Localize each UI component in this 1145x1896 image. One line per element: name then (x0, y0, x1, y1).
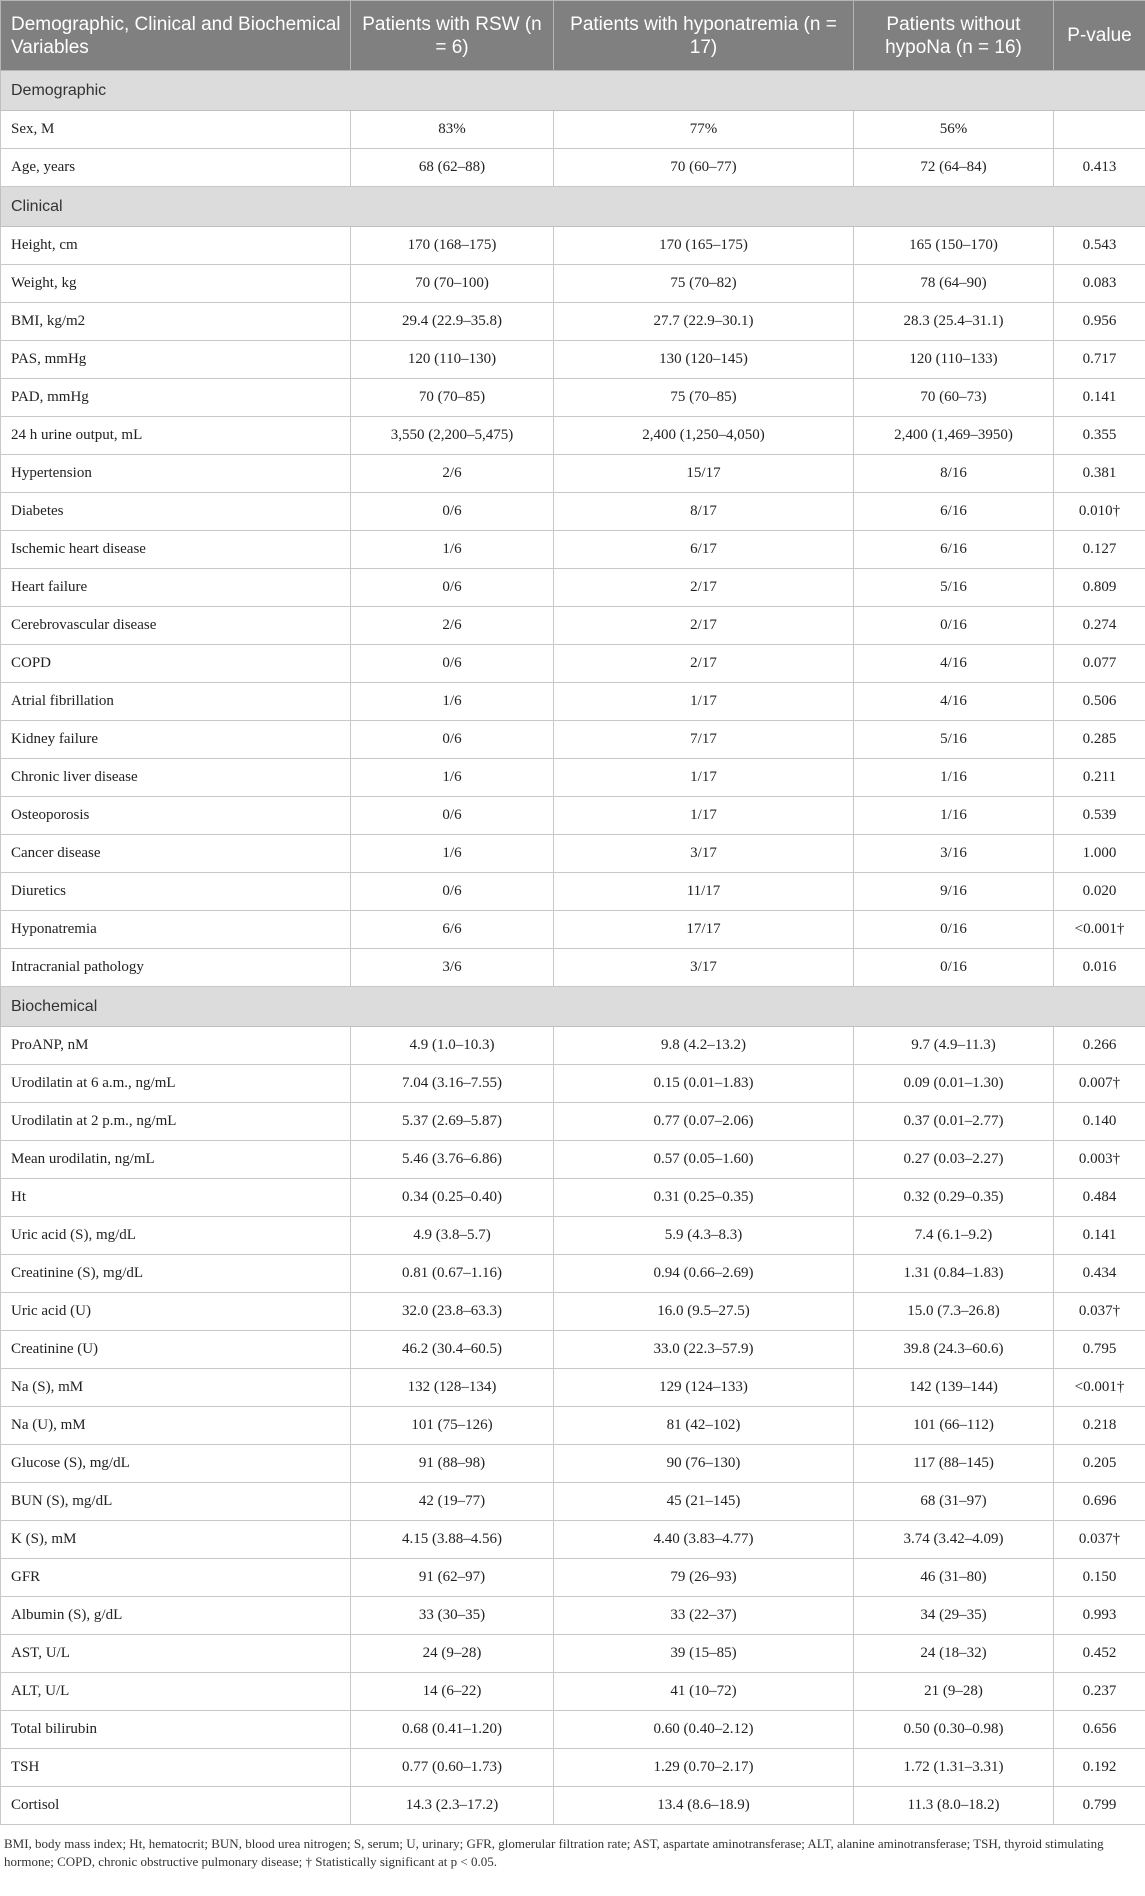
rsw-cell: 7.04 (3.16–7.55) (351, 1065, 554, 1103)
table-row (1, 1445, 1145, 1483)
rsw-cell: 4.15 (3.88–4.56) (351, 1521, 554, 1559)
table-row (1, 1635, 1145, 1673)
without-hypona-cell: 0/16 (854, 911, 1054, 949)
hyponatremia-cell: 39 (15–85) (554, 1635, 854, 1673)
without-hypona-cell: 24 (18–32) (854, 1635, 1054, 1673)
without-hypona-cell: 0/16 (854, 949, 1054, 987)
variable-cell: K (S), mM (1, 1521, 351, 1559)
without-hypona-cell: 56% (854, 111, 1054, 149)
rsw-cell: 0/6 (351, 493, 554, 531)
without-hypona-cell: 11.3 (8.0–18.2) (854, 1787, 1054, 1825)
rsw-cell: 1/6 (351, 683, 554, 721)
variable-cell: Cancer disease (1, 835, 351, 873)
table-row (1, 569, 1145, 607)
hyponatremia-cell: 0.31 (0.25–0.35) (554, 1179, 854, 1217)
p-value-cell: 0.141 (1054, 1217, 1145, 1255)
table-row (1, 683, 1145, 721)
variable-cell: Creatinine (U) (1, 1331, 351, 1369)
table-row (1, 797, 1145, 835)
table-row (1, 1483, 1145, 1521)
table-row (1, 721, 1145, 759)
rsw-cell: 46.2 (30.4–60.5) (351, 1331, 554, 1369)
without-hypona-cell: 8/16 (854, 455, 1054, 493)
table-row (1, 1711, 1145, 1749)
p-value-cell: 0.434 (1054, 1255, 1145, 1293)
variable-cell: Atrial fibrillation (1, 683, 351, 721)
variable-cell: Weight, kg (1, 265, 351, 303)
header-rsw: Patients with RSW (n = 6) (351, 1, 554, 71)
hyponatremia-cell: 1/17 (554, 759, 854, 797)
hyponatremia-cell: 70 (60–77) (554, 149, 854, 187)
variable-cell: Urodilatin at 6 a.m., ng/mL (1, 1065, 351, 1103)
rsw-cell: 0.77 (0.60–1.73) (351, 1749, 554, 1787)
p-value-cell: 0.211 (1054, 759, 1145, 797)
rsw-cell: 0/6 (351, 873, 554, 911)
variable-cell: ALT, U/L (1, 1673, 351, 1711)
table-row (1, 645, 1145, 683)
variable-cell: Diuretics (1, 873, 351, 911)
rsw-cell: 2/6 (351, 455, 554, 493)
rsw-cell: 3,550 (2,200–5,475) (351, 417, 554, 455)
variable-cell: Urodilatin at 2 p.m., ng/mL (1, 1103, 351, 1141)
p-value-cell: <0.001† (1054, 1369, 1145, 1407)
section-title: Clinical (1, 187, 1145, 227)
hyponatremia-cell: 129 (124–133) (554, 1369, 854, 1407)
variable-cell: Chronic liver disease (1, 759, 351, 797)
variable-cell: Kidney failure (1, 721, 351, 759)
p-value-cell: 0.007† (1054, 1065, 1145, 1103)
p-value-cell: 0.150 (1054, 1559, 1145, 1597)
p-value-cell: 0.381 (1054, 455, 1145, 493)
hyponatremia-cell: 27.7 (22.9–30.1) (554, 303, 854, 341)
variable-cell: Creatinine (S), mg/dL (1, 1255, 351, 1293)
variable-cell: Na (U), mM (1, 1407, 351, 1445)
hyponatremia-cell: 2,400 (1,250–4,050) (554, 417, 854, 455)
p-value-cell: 0.077 (1054, 645, 1145, 683)
variable-cell: PAD, mmHg (1, 379, 351, 417)
hyponatremia-cell: 1/17 (554, 797, 854, 835)
rsw-cell: 6/6 (351, 911, 554, 949)
variable-cell: TSH (1, 1749, 351, 1787)
header-without-hypona: Patients without hypoNa (n = 16) (854, 1, 1054, 71)
hyponatremia-cell: 9.8 (4.2–13.2) (554, 1027, 854, 1065)
table-row (1, 303, 1145, 341)
rsw-cell: 0/6 (351, 721, 554, 759)
variable-cell: Intracranial pathology (1, 949, 351, 987)
p-value-cell: 0.003† (1054, 1141, 1145, 1179)
table-row (1, 149, 1145, 187)
variable-cell: Albumin (S), g/dL (1, 1597, 351, 1635)
p-value-cell: 1.000 (1054, 835, 1145, 873)
p-value-cell: 0.285 (1054, 721, 1145, 759)
variable-cell: Glucose (S), mg/dL (1, 1445, 351, 1483)
table-row (1, 1673, 1145, 1711)
without-hypona-cell: 1.72 (1.31–3.31) (854, 1749, 1054, 1787)
table-row (1, 1407, 1145, 1445)
rsw-cell: 5.46 (3.76–6.86) (351, 1141, 554, 1179)
hyponatremia-cell: 7/17 (554, 721, 854, 759)
rsw-cell: 0/6 (351, 645, 554, 683)
without-hypona-cell: 0.09 (0.01–1.30) (854, 1065, 1054, 1103)
rsw-cell: 0.34 (0.25–0.40) (351, 1179, 554, 1217)
p-value-cell: 0.083 (1054, 265, 1145, 303)
rsw-cell: 1/6 (351, 759, 554, 797)
without-hypona-cell: 5/16 (854, 569, 1054, 607)
variable-cell: Sex, M (1, 111, 351, 149)
variable-cell: Total bilirubin (1, 1711, 351, 1749)
hyponatremia-cell: 0.94 (0.66–2.69) (554, 1255, 854, 1293)
rsw-cell: 0/6 (351, 797, 554, 835)
hyponatremia-cell: 1.29 (0.70–2.17) (554, 1749, 854, 1787)
hyponatremia-cell: 33.0 (22.3–57.9) (554, 1331, 854, 1369)
hyponatremia-cell: 45 (21–145) (554, 1483, 854, 1521)
rsw-cell: 83% (351, 111, 554, 149)
p-value-cell: 0.016 (1054, 949, 1145, 987)
p-value-cell: 0.799 (1054, 1787, 1145, 1825)
rsw-cell: 24 (9–28) (351, 1635, 554, 1673)
table-row (1, 1293, 1145, 1331)
table-row (1, 1521, 1145, 1559)
without-hypona-cell: 0.37 (0.01–2.77) (854, 1103, 1054, 1141)
variable-cell: COPD (1, 645, 351, 683)
hyponatremia-cell: 0.60 (0.40–2.12) (554, 1711, 854, 1749)
without-hypona-cell: 7.4 (6.1–9.2) (854, 1217, 1054, 1255)
hyponatremia-cell: 90 (76–130) (554, 1445, 854, 1483)
table-row (1, 531, 1145, 569)
hyponatremia-cell: 79 (26–93) (554, 1559, 854, 1597)
table-row (1, 1787, 1145, 1825)
hyponatremia-cell: 33 (22–37) (554, 1597, 854, 1635)
table-row (1, 835, 1145, 873)
hyponatremia-cell: 75 (70–85) (554, 379, 854, 417)
table-row (1, 1103, 1145, 1141)
section-row (1, 987, 1145, 1027)
table-row (1, 1559, 1145, 1597)
rsw-cell: 91 (62–97) (351, 1559, 554, 1597)
p-value-cell: 0.141 (1054, 379, 1145, 417)
p-value-cell: 0.993 (1054, 1597, 1145, 1635)
without-hypona-cell: 1/16 (854, 797, 1054, 835)
hyponatremia-cell: 6/17 (554, 531, 854, 569)
variable-cell: Heart failure (1, 569, 351, 607)
hyponatremia-cell: 17/17 (554, 911, 854, 949)
table-row (1, 265, 1145, 303)
without-hypona-cell: 3/16 (854, 835, 1054, 873)
p-value-cell: 0.274 (1054, 607, 1145, 645)
table-row (1, 1369, 1145, 1407)
rsw-cell: 4.9 (1.0–10.3) (351, 1027, 554, 1065)
hyponatremia-cell: 8/17 (554, 493, 854, 531)
rsw-cell: 132 (128–134) (351, 1369, 554, 1407)
p-value-cell: 0.355 (1054, 417, 1145, 455)
hyponatremia-cell: 3/17 (554, 835, 854, 873)
without-hypona-cell: 0/16 (854, 607, 1054, 645)
table-row (1, 911, 1145, 949)
rsw-cell: 3/6 (351, 949, 554, 987)
without-hypona-cell: 21 (9–28) (854, 1673, 1054, 1711)
without-hypona-cell: 72 (64–84) (854, 149, 1054, 187)
without-hypona-cell: 5/16 (854, 721, 1054, 759)
rsw-cell: 14.3 (2.3–17.2) (351, 1787, 554, 1825)
table-row (1, 1027, 1145, 1065)
section-row (1, 71, 1145, 111)
table-row (1, 417, 1145, 455)
p-value-cell: 0.795 (1054, 1331, 1145, 1369)
hyponatremia-cell: 15/17 (554, 455, 854, 493)
without-hypona-cell: 3.74 (3.42–4.09) (854, 1521, 1054, 1559)
without-hypona-cell: 68 (31–97) (854, 1483, 1054, 1521)
rsw-cell: 42 (19–77) (351, 1483, 554, 1521)
without-hypona-cell: 165 (150–170) (854, 227, 1054, 265)
variable-cell: BMI, kg/m2 (1, 303, 351, 341)
header-hyponatremia: Patients with hyponatremia (n = 17) (554, 1, 854, 71)
without-hypona-cell: 15.0 (7.3–26.8) (854, 1293, 1054, 1331)
without-hypona-cell: 117 (88–145) (854, 1445, 1054, 1483)
rsw-cell: 1/6 (351, 835, 554, 873)
hyponatremia-cell: 0.77 (0.07–2.06) (554, 1103, 854, 1141)
without-hypona-cell: 1.31 (0.84–1.83) (854, 1255, 1054, 1293)
p-value-cell: 0.956 (1054, 303, 1145, 341)
rsw-cell: 29.4 (22.9–35.8) (351, 303, 554, 341)
header-variables: Demographic, Clinical and Biochemical Variables (1, 1, 351, 71)
table-row (1, 1255, 1145, 1293)
hyponatremia-cell: 4.40 (3.83–4.77) (554, 1521, 854, 1559)
p-value-cell: 0.205 (1054, 1445, 1145, 1483)
rsw-cell: 32.0 (23.8–63.3) (351, 1293, 554, 1331)
hyponatremia-cell: 2/17 (554, 645, 854, 683)
p-value-cell: 0.539 (1054, 797, 1145, 835)
p-value-cell: 0.809 (1054, 569, 1145, 607)
without-hypona-cell: 9/16 (854, 873, 1054, 911)
table-body (1, 71, 1145, 1825)
rsw-cell: 70 (70–100) (351, 265, 554, 303)
table-row (1, 607, 1145, 645)
rsw-cell: 2/6 (351, 607, 554, 645)
without-hypona-cell: 1/16 (854, 759, 1054, 797)
hyponatremia-cell: 16.0 (9.5–27.5) (554, 1293, 854, 1331)
hyponatremia-cell: 1/17 (554, 683, 854, 721)
table-row (1, 1749, 1145, 1787)
p-value-cell: 0.266 (1054, 1027, 1145, 1065)
variable-cell: Cerebrovascular disease (1, 607, 351, 645)
table-row (1, 493, 1145, 531)
hyponatremia-cell: 5.9 (4.3–8.3) (554, 1217, 854, 1255)
without-hypona-cell: 101 (66–112) (854, 1407, 1054, 1445)
variable-cell: Age, years (1, 149, 351, 187)
without-hypona-cell: 34 (29–35) (854, 1597, 1054, 1635)
hyponatremia-cell: 3/17 (554, 949, 854, 987)
p-value-cell: 0.717 (1054, 341, 1145, 379)
hyponatremia-cell: 11/17 (554, 873, 854, 911)
hyponatremia-cell: 77% (554, 111, 854, 149)
table-row (1, 1217, 1145, 1255)
without-hypona-cell: 120 (110–133) (854, 341, 1054, 379)
p-value-cell: 0.037† (1054, 1293, 1145, 1331)
variable-cell: PAS, mmHg (1, 341, 351, 379)
without-hypona-cell: 6/16 (854, 493, 1054, 531)
rsw-cell: 1/6 (351, 531, 554, 569)
variable-cell: 24 h urine output, mL (1, 417, 351, 455)
variable-cell: Ht (1, 1179, 351, 1217)
rsw-cell: 101 (75–126) (351, 1407, 554, 1445)
hyponatremia-cell: 75 (70–82) (554, 265, 854, 303)
table-row (1, 455, 1145, 493)
table-row (1, 949, 1145, 987)
hyponatremia-cell: 130 (120–145) (554, 341, 854, 379)
p-value-cell: 0.010† (1054, 493, 1145, 531)
variable-cell: Hypertension (1, 455, 351, 493)
hyponatremia-cell: 2/17 (554, 569, 854, 607)
without-hypona-cell: 0.50 (0.30–0.98) (854, 1711, 1054, 1749)
rsw-cell: 0.81 (0.67–1.16) (351, 1255, 554, 1293)
rsw-cell: 33 (30–35) (351, 1597, 554, 1635)
table-row (1, 1331, 1145, 1369)
rsw-cell: 170 (168–175) (351, 227, 554, 265)
header-row (1, 1, 1145, 71)
variable-cell: Osteoporosis (1, 797, 351, 835)
table-row (1, 873, 1145, 911)
p-value-cell: 0.218 (1054, 1407, 1145, 1445)
without-hypona-cell: 78 (64–90) (854, 265, 1054, 303)
rsw-cell: 120 (110–130) (351, 341, 554, 379)
p-value-cell: 0.452 (1054, 1635, 1145, 1673)
hyponatremia-cell: 13.4 (8.6–18.9) (554, 1787, 854, 1825)
p-value-cell: 0.192 (1054, 1749, 1145, 1787)
without-hypona-cell: 0.27 (0.03–2.27) (854, 1141, 1054, 1179)
without-hypona-cell: 70 (60–73) (854, 379, 1054, 417)
without-hypona-cell: 0.32 (0.29–0.35) (854, 1179, 1054, 1217)
variable-cell: Height, cm (1, 227, 351, 265)
p-value-cell: 0.140 (1054, 1103, 1145, 1141)
variable-cell: Mean urodilatin, ng/mL (1, 1141, 351, 1179)
p-value-cell: 0.506 (1054, 683, 1145, 721)
without-hypona-cell: 39.8 (24.3–60.6) (854, 1331, 1054, 1369)
p-value-cell: 0.696 (1054, 1483, 1145, 1521)
rsw-cell: 70 (70–85) (351, 379, 554, 417)
variable-cell: Diabetes (1, 493, 351, 531)
variable-cell: Uric acid (U) (1, 1293, 351, 1331)
table-row (1, 227, 1145, 265)
without-hypona-cell: 28.3 (25.4–31.1) (854, 303, 1054, 341)
hyponatremia-cell: 2/17 (554, 607, 854, 645)
table-row (1, 1179, 1145, 1217)
rsw-cell: 4.9 (3.8–5.7) (351, 1217, 554, 1255)
without-hypona-cell: 6/16 (854, 531, 1054, 569)
without-hypona-cell: 4/16 (854, 683, 1054, 721)
variable-cell: ProANP, nM (1, 1027, 351, 1065)
p-value-cell: 0.127 (1054, 531, 1145, 569)
without-hypona-cell: 46 (31–80) (854, 1559, 1054, 1597)
hyponatremia-cell: 170 (165–175) (554, 227, 854, 265)
table-row (1, 1597, 1145, 1635)
table-row (1, 379, 1145, 417)
without-hypona-cell: 9.7 (4.9–11.3) (854, 1027, 1054, 1065)
header-p-value: P-value (1054, 1, 1145, 71)
rsw-cell: 68 (62–88) (351, 149, 554, 187)
p-value-cell: 0.484 (1054, 1179, 1145, 1217)
variable-cell: Ischemic heart disease (1, 531, 351, 569)
section-title: Demographic (1, 71, 1145, 111)
table-header (1, 1, 1145, 71)
table-row (1, 111, 1145, 149)
table-footnote: BMI, body mass index; Ht, hematocrit; BUN, blood urea nitrogen; S, serum; U, urinary; GFR, glomerular filtration rate; AST, aspartate aminotransferase; ALT, alanine aminotransferase; TSH, thyroid stimulating hormone; COPD, chronic obstructive pulmonary disease; † Statistically significant at p < 0.05. (4, 1836, 1104, 1869)
table-row (1, 759, 1145, 797)
rsw-cell: 0.68 (0.41–1.20) (351, 1711, 554, 1749)
p-value-cell: 0.020 (1054, 873, 1145, 911)
without-hypona-cell: 2,400 (1,469–3950) (854, 417, 1054, 455)
table-row (1, 1065, 1145, 1103)
variable-cell: AST, U/L (1, 1635, 351, 1673)
hyponatremia-cell: 0.15 (0.01–1.83) (554, 1065, 854, 1103)
p-value-cell: 0.237 (1054, 1673, 1145, 1711)
p-value-cell: 0.656 (1054, 1711, 1145, 1749)
hyponatremia-cell: 0.57 (0.05–1.60) (554, 1141, 854, 1179)
without-hypona-cell: 142 (139–144) (854, 1369, 1054, 1407)
section-row (1, 187, 1145, 227)
variable-cell: Uric acid (S), mg/dL (1, 1217, 351, 1255)
rsw-cell: 91 (88–98) (351, 1445, 554, 1483)
p-value-cell: <0.001† (1054, 911, 1145, 949)
without-hypona-cell: 4/16 (854, 645, 1054, 683)
variable-cell: Cortisol (1, 1787, 351, 1825)
table-row (1, 341, 1145, 379)
p-value-cell: 0.543 (1054, 227, 1145, 265)
rsw-cell: 5.37 (2.69–5.87) (351, 1103, 554, 1141)
variable-cell: BUN (S), mg/dL (1, 1483, 351, 1521)
p-value-cell: 0.413 (1054, 149, 1145, 187)
section-title: Biochemical (1, 987, 1145, 1027)
rsw-cell: 14 (6–22) (351, 1673, 554, 1711)
variable-cell: GFR (1, 1559, 351, 1597)
variable-cell: Hyponatremia (1, 911, 351, 949)
hyponatremia-cell: 81 (42–102) (554, 1407, 854, 1445)
p-value-cell: 0.037† (1054, 1521, 1145, 1559)
variable-cell: Na (S), mM (1, 1369, 351, 1407)
p-value-cell (1054, 111, 1145, 149)
table-row (1, 1141, 1145, 1179)
hyponatremia-cell: 41 (10–72) (554, 1673, 854, 1711)
rsw-cell: 0/6 (351, 569, 554, 607)
